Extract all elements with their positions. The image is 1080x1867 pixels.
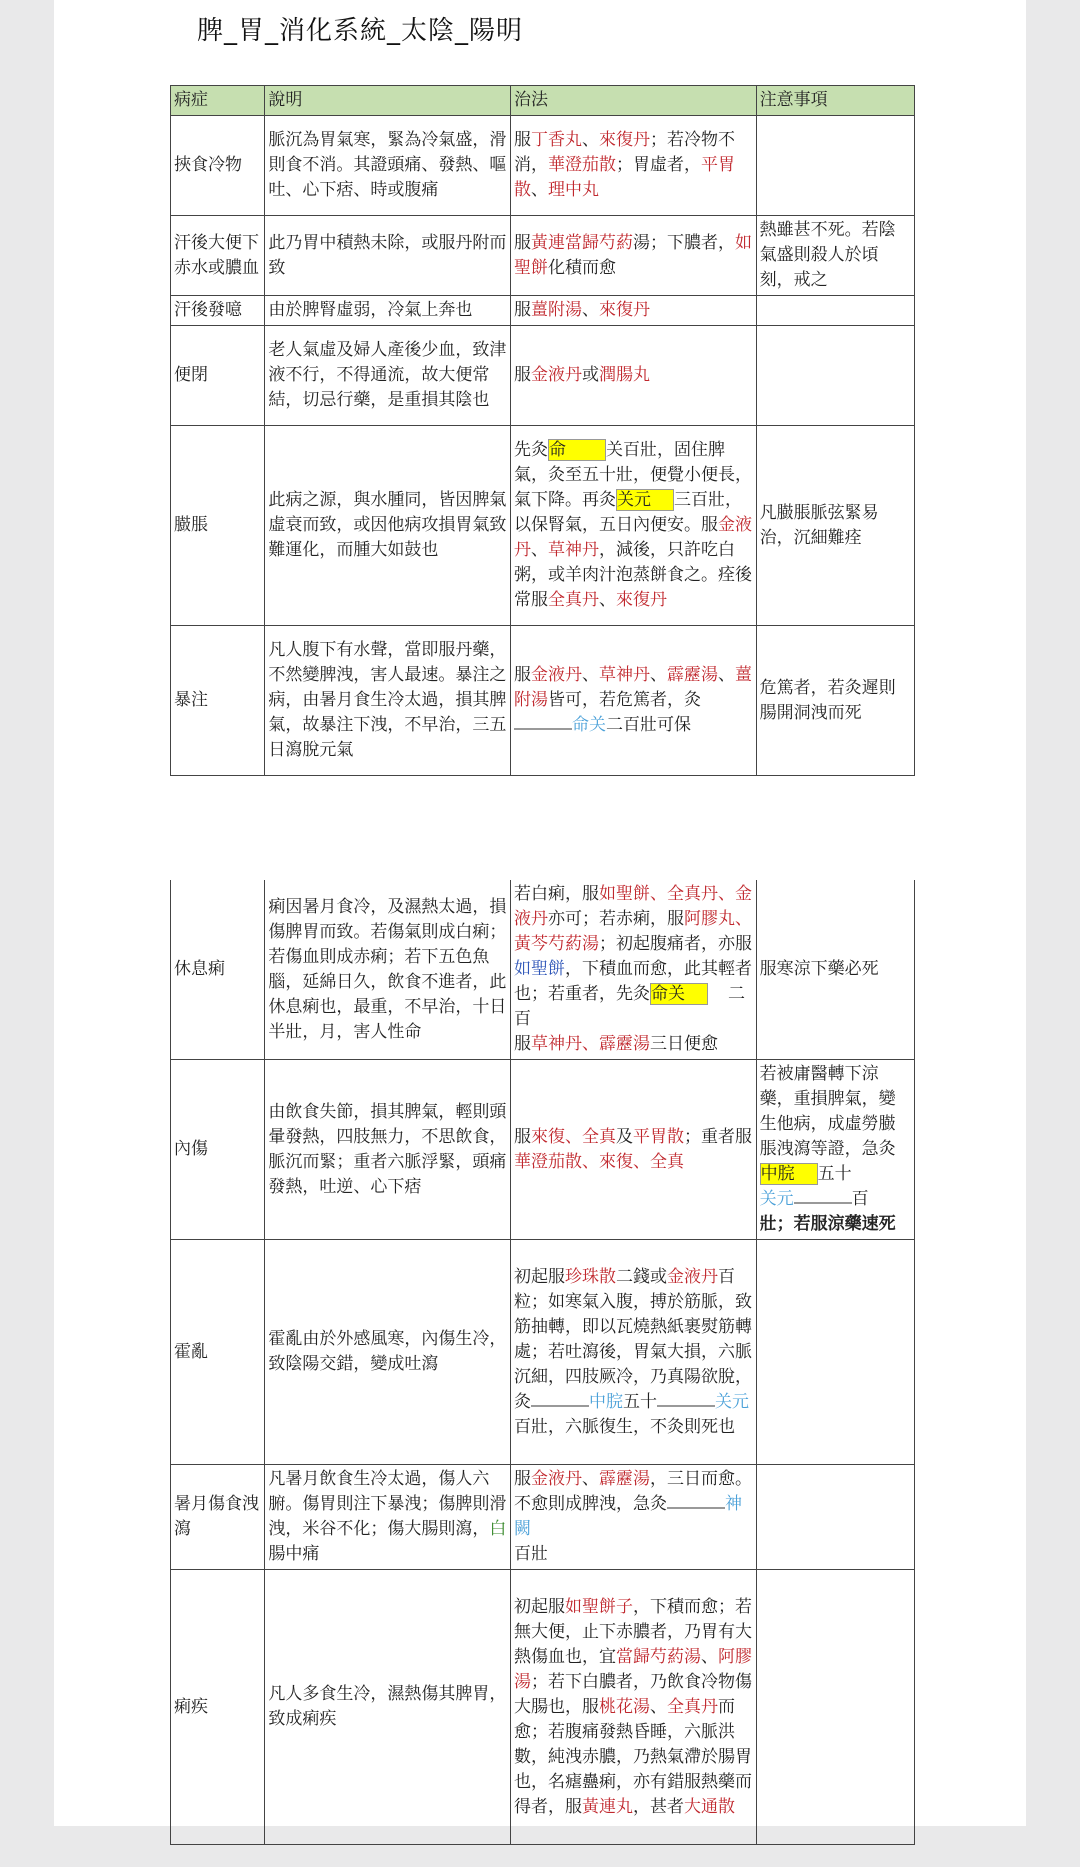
- treatment-cell: 服來復、全真及平胃散；重者服華澄茄散、來復、全真: [511, 1060, 757, 1240]
- notes-cell: 服寒涼下藥必死: [756, 880, 914, 1060]
- acupoint-highlight: [531, 1405, 589, 1407]
- treatment-cell: 服薑附湯、來復丹: [511, 296, 757, 326]
- disease-cell: 臌脹: [171, 426, 265, 626]
- treatment-cell: 服金液丹、草神丹、霹靂湯、薑附湯皆可，若危篤者，灸命关二百壯可保: [511, 626, 757, 776]
- disease-cell: 痢疾: [171, 1570, 265, 1845]
- description-cell: 此病之源，與水腫同，皆因脾氣虛衰而致，或因他病攻損胃氣致難運化，而腫大如鼓也: [265, 426, 511, 626]
- table-row: [171, 426, 915, 626]
- header-notes: 注意事項: [756, 86, 914, 116]
- acupoint-highlight: [514, 728, 572, 730]
- notes-cell: [756, 1240, 914, 1465]
- notes-cell: 若被庸醫轉下涼藥，重損脾氣，變生他病，成虛勞臌脹洩瀉等證，急灸中脘 五十 关元 百 壯；若服涼藥速死: [756, 1060, 914, 1240]
- description-cell: 脈沉為胃氣寒，緊為冷氣盛，滑則食不消。其證頭痛、發熱、嘔吐、心下痞、時或腹痛: [265, 116, 511, 216]
- treatment-cell: 服黃連當歸芍葯湯；下膿者，如聖餅化積而愈: [511, 216, 757, 296]
- description-cell: 由飲食失節，損其脾氣，輕則頭暈發熱，四肢無力，不思飲食，脈沉而緊；重者六脈浮緊，頭痛發熱，吐逆、心下痞: [265, 1060, 511, 1240]
- acupoint-highlight: [794, 1202, 852, 1204]
- notes-cell: 熱雖甚不死。若陰氣盛則殺人於頃刻，戒之: [756, 216, 914, 296]
- acupoint-highlight: [667, 1507, 725, 1509]
- treatment-cell: 先灸命 关百壯，固住脾氣，灸至五十壯，便覺小便長，氣下降。再灸关元 三百壯，以保腎氣，五日內便安。服金液丹、草神丹，減後，只許吃白粥，或羊肉汁泡蒸餅食之。痊後常服全真丹、來復丹: [511, 426, 757, 626]
- table-row: [171, 216, 915, 296]
- table-row: [171, 1465, 915, 1570]
- disease-cell: 霍亂: [171, 1240, 265, 1465]
- table-row: [171, 1060, 915, 1240]
- description-cell: 霍亂由於外感風寒，內傷生冷，致陰陽交錯，變成吐瀉: [265, 1240, 511, 1465]
- table-row: [171, 880, 915, 1060]
- description-cell: 由於脾腎虛弱，冷氣上奔也: [265, 296, 511, 326]
- notes-cell: 危篤者，若灸遲則腸開洞洩而死: [756, 626, 914, 776]
- description-cell: 凡人多食生冷，濕熱傷其脾胃，致成痢疾: [265, 1570, 511, 1845]
- description-cell: 痢因暑月食冷，及濕熱太過，損傷脾胃而致。若傷氣則成白痢；若傷血則成赤痢；若下五色魚腦，延綿日久，飲食不進者，此休息痢也，最重，不早治，十日半壯，月，害人性命: [265, 880, 511, 1060]
- treatment-cell: 服金液丹、霹靂湯，三日而愈。不愈則成脾洩，急灸 神闕 百壯: [511, 1465, 757, 1570]
- treatment-cell: 服金液丹或潤腸丸: [511, 326, 757, 426]
- remedy-table-part-2: [170, 880, 915, 1845]
- notes-cell: [756, 116, 914, 216]
- description-cell: 凡暑月飲食生冷太過，傷人六腑。傷胃則注下暴洩；傷脾則滑洩，米谷不化；傷大腸則瀉，白腸中痛: [265, 1465, 511, 1570]
- page-title: 脾_胃_消化系統_太陰_陽明: [197, 16, 524, 46]
- notes-cell: [756, 1570, 914, 1845]
- table-row: [171, 326, 915, 426]
- table-row: [171, 1570, 915, 1845]
- acupoint-highlight: 中脘: [760, 1163, 818, 1185]
- disease-cell: 暑月傷食洩瀉: [171, 1465, 265, 1570]
- disease-cell: 汗後大便下赤水或膿血: [171, 216, 265, 296]
- notes-cell: [756, 1465, 914, 1570]
- header-disease: 病症: [171, 86, 265, 116]
- acupoint-highlight: 命关: [650, 983, 708, 1005]
- disease-cell: 便閉: [171, 326, 265, 426]
- table-row: [171, 296, 915, 326]
- remedy-table-part-1: [170, 85, 915, 776]
- description-cell: 凡人腹下有水聲，當即服丹藥，不然變脾洩，害人最速。暴注之病，由暑月食生冷太過，損其脾氣，故暴注下洩，不早治，三五日瀉脫元氣: [265, 626, 511, 776]
- table-header-row: [171, 86, 915, 116]
- treatment-cell: 服丁香丸、來復丹；若冷物不消，華澄茄散；胃虛者，平胃散、理中丸: [511, 116, 757, 216]
- acupoint-highlight: 命: [548, 439, 606, 461]
- table-row: [171, 626, 915, 776]
- table-row: [171, 1240, 915, 1465]
- acupoint-highlight: 关元: [616, 489, 674, 511]
- disease-cell: 挾食冷物: [171, 116, 265, 216]
- acupoint-highlight: [657, 1405, 715, 1407]
- disease-cell: 休息痢: [171, 880, 265, 1060]
- disease-cell: 汗後發噫: [171, 296, 265, 326]
- disease-cell: 暴注: [171, 626, 265, 776]
- header-description: 說明: [265, 86, 511, 116]
- notes-cell: [756, 296, 914, 326]
- notes-cell: [756, 326, 914, 426]
- document-page: [54, 0, 1026, 1826]
- table-row: [171, 116, 915, 216]
- disease-cell: 內傷: [171, 1060, 265, 1240]
- description-cell: 此乃胃中積熱未除，或服丹附而致: [265, 216, 511, 296]
- header-treatment: 治法: [511, 86, 757, 116]
- treatment-cell: 初起服珍珠散二錢或金液丹百粒；如寒氣入腹，搏於筋脈，致筋抽轉，即以瓦燒熱紙裹熨筋轉處；若吐瀉後，胃氣大損，六脈沉細，四肢厥冷，乃真陽欲脫，灸 中脘五十 关元 百壯，六脈復生，不灸則死也: [511, 1240, 757, 1465]
- treatment-cell: 初起服如聖餅子，下積而愈；若無大便，止下赤膿者，乃胃有大熱傷血也，宜當歸芍葯湯、阿膠湯；若下白膿者，乃飲食冷物傷大腸也，服桃花湯、全真丹而愈；若腹痛發熱昏睡，六脈洪數，純洩赤膿，乃熱氣滯於腸胃也，名瘧蠱痢，亦有錯服熱藥而得者，服黃連丸，甚者大通散: [511, 1570, 757, 1845]
- treatment-cell: 若白痢，服如聖餅、全真丹、金液丹亦可；若赤痢，服阿膠丸、黃芩芍葯湯；初起腹痛者，亦服如聖餅，下積血而愈，此其輕者也；若重者，先灸命关 二百 服草神丹、霹靂湯三日便愈: [511, 880, 757, 1060]
- description-cell: 老人氣虛及婦人產後少血，致津液不行，不得通流，故大便常結，切忌行藥，是重損其陰也: [265, 326, 511, 426]
- notes-cell: 凡臌脹脈弦緊易治，沉細難痊: [756, 426, 914, 626]
